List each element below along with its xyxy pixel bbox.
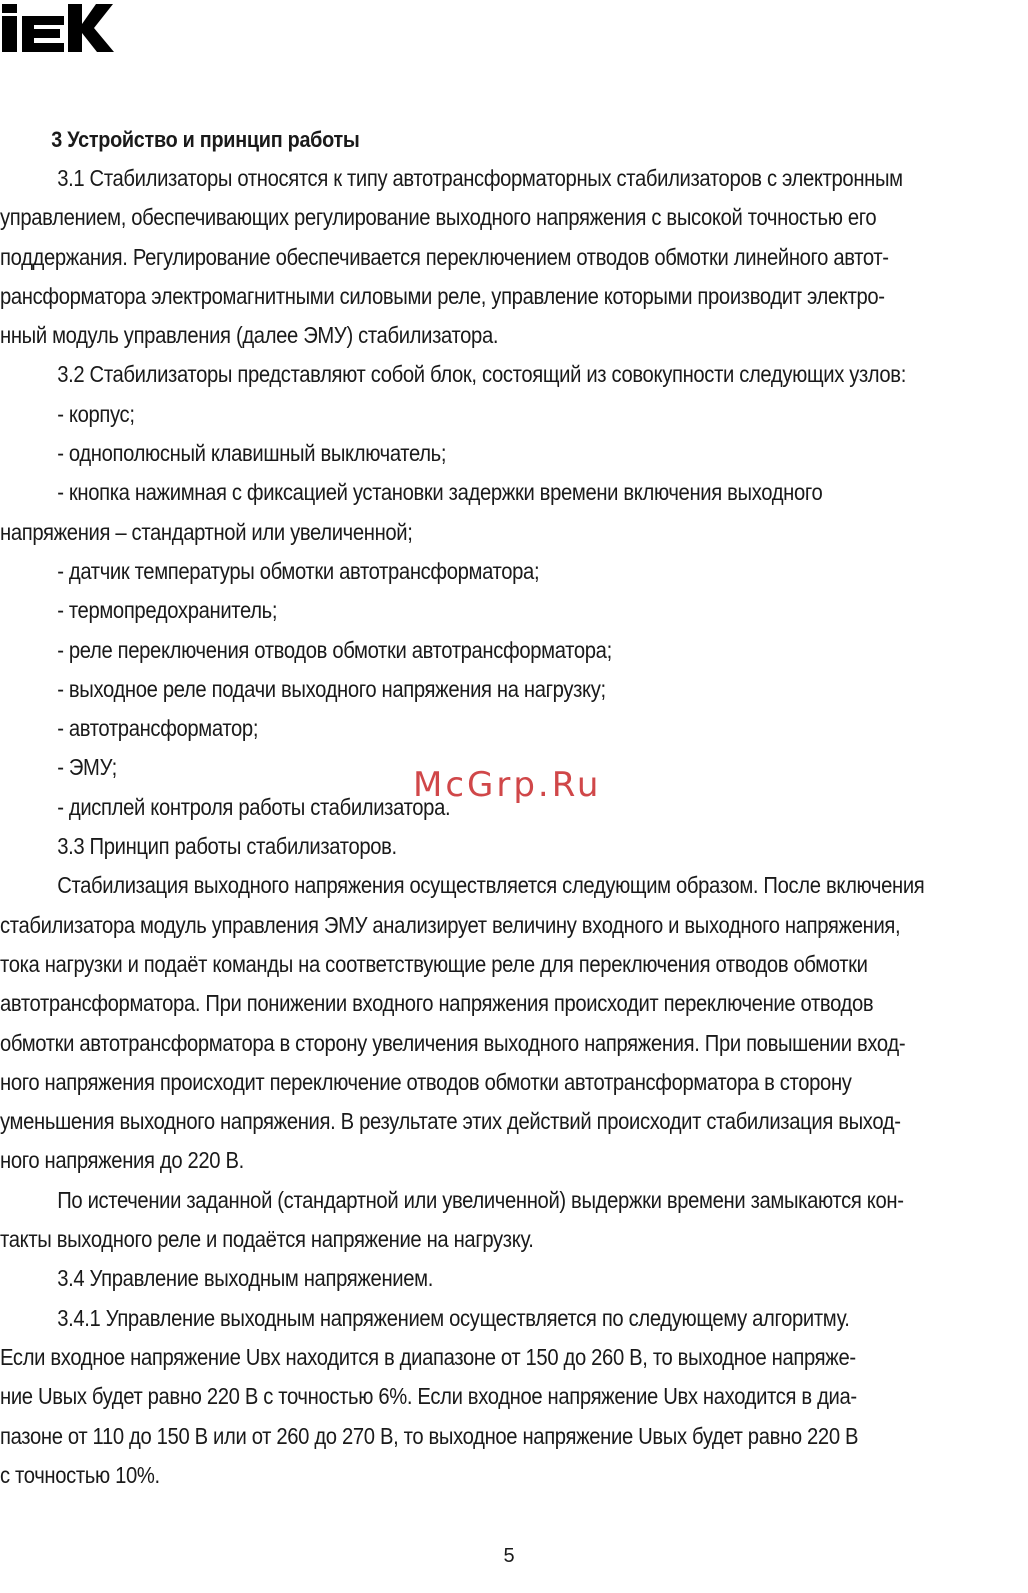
text-line: - ЭМУ; xyxy=(57,754,117,781)
text-line: нный модуль управления (далее ЭМУ) стабилизатора. xyxy=(0,322,499,349)
paragraph-lines xyxy=(0,159,1018,1495)
section-title: 3 Устройство и принцип работы xyxy=(51,127,360,152)
text-line: ного напряжения до 220 В. xyxy=(0,1147,244,1174)
text-line: - реле переключения отводов обмотки автотрансформатора; xyxy=(57,636,612,663)
text-line: 3.1 Стабилизаторы относятся к типу автотрансформаторных стабилизаторов с электронным xyxy=(57,165,903,191)
text-line: - дисплей контроля работы стабилизатора. xyxy=(57,793,451,820)
text-line: обмотки автотрансформатора в сторону увеличения выходного напряжения. При повышении вход- xyxy=(0,1029,906,1056)
text-line: - однополюсный клавишный выключатель; xyxy=(57,440,447,467)
text-line: Стабилизация выходного напряжения осуществляется следующим образом. После включения xyxy=(57,872,925,899)
text-line: - датчик температуры обмотки автотрансформатора; xyxy=(57,557,540,584)
text-line: 3.2 Стабилизаторы представляют собой блок, состоящий из совокупности следующих узлов: xyxy=(57,361,906,388)
text-line: рансформатора электромагнитными силовыми реле, управление которыми производит электро- xyxy=(0,282,885,309)
text-line: автотрансформатора. При понижении входного напряжения происходит переключение отводов xyxy=(0,990,874,1017)
text-line: поддержания. Регулирование обеспечивается переключением отводов обмотки линейного автот- xyxy=(0,243,889,270)
page-number: 5 xyxy=(503,1545,515,1567)
text-line: - термопредохранитель; xyxy=(57,597,278,624)
text-line: с точностью 10%. xyxy=(0,1461,160,1488)
text-line: тока нагрузки и подаёт команды на соответствующие реле для переключения отводов обмотки xyxy=(0,950,868,977)
text-line: такты выходного реле и подаётся напряжение на нагрузку. xyxy=(0,1226,534,1253)
iek-logo xyxy=(2,2,114,54)
text-line: напряжения – стандартной или увеличенной; xyxy=(0,518,413,545)
text-line: 3.4.1 Управление выходным напряжением осуществляется по следующему алгоритму. xyxy=(57,1304,850,1331)
text-line: уменьшения выходного напряжения. В результате этих действий происходит стабилизация выход- xyxy=(0,1108,901,1135)
text-line: По истечении заданной (стандартной или увеличенной) выдержки времени замыкаются кон- xyxy=(57,1186,904,1213)
text-line: стабилизатора модуль управления ЭМУ анализирует величину входного и выходного напряжения, xyxy=(0,911,901,938)
document-body xyxy=(0,120,1018,1495)
text-line: ние Uвых будет равно 220 В с точностью 6%. Если входное напряжение Uвх находится в диа- xyxy=(0,1383,857,1410)
text-line: 3.3 Принцип работы стабилизаторов. xyxy=(57,833,397,860)
text-line: - кнопка нажимная с фиксацией установки задержки времени включения выходного xyxy=(57,479,823,506)
text-line: - корпус; xyxy=(57,400,135,427)
text-line: пазоне от 110 до 150 В или от 260 до 270 В, то выходное напряжение Uвых будет равно 220 В xyxy=(0,1422,859,1449)
text-line: Если входное напряжение Uвх находится в диапазоне от 150 до 260 В, то выходное напряже- xyxy=(0,1343,856,1370)
text-line: ного напряжения происходит переключение отводов обмотки автотрансформатора в сторону xyxy=(0,1068,852,1095)
text-line: управлением, обеспечивающих регулирование выходного напряжения с высокой точностью его xyxy=(0,204,877,231)
text-line: - выходное реле подачи выходного напряжения на нагрузку; xyxy=(57,675,606,702)
text-line: 3.4 Управление выходным напряжением. xyxy=(57,1265,433,1292)
text-line: - автотрансформатор; xyxy=(57,715,259,742)
watermark-text: McGrp.Ru xyxy=(413,765,602,805)
